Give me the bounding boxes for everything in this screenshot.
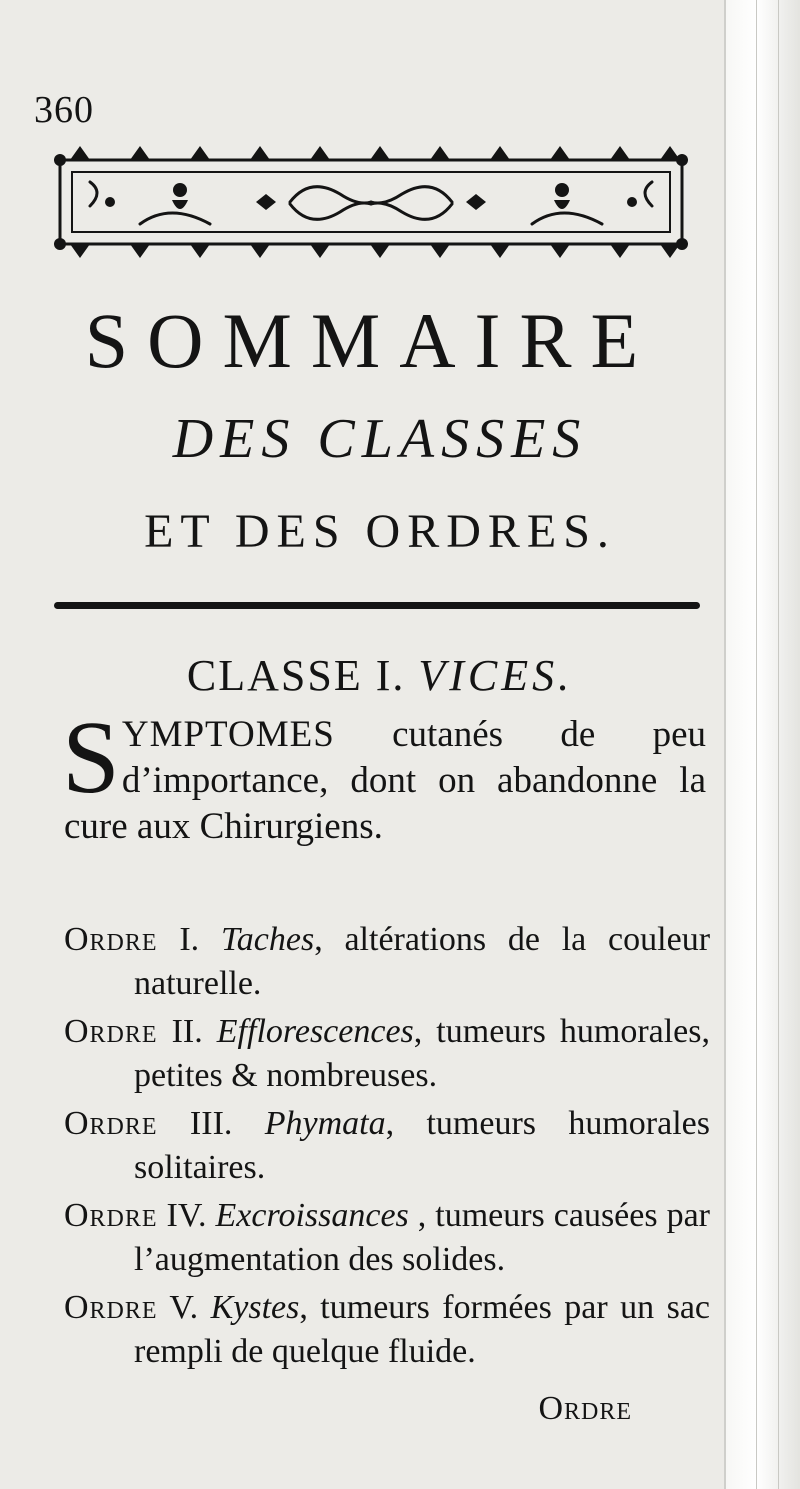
decorative-headpiece [50,138,692,266]
list-item [64,1194,710,1282]
order-name: Excroissances [215,1197,409,1234]
order-label: Ordre [64,1105,158,1142]
subtitle-line-2: ET DES ORDRES. [144,505,616,558]
order-name: Taches [220,921,315,958]
page-edge [724,0,800,1489]
order-description: , tumeurs humorales solitaires. [134,1105,710,1186]
intro-first-word: YMPTOMES [121,714,335,755]
class-heading-prefix: CLASSE I. [186,651,406,700]
order-number: I. [179,921,200,958]
drop-cap: S [62,700,120,815]
list-item [64,1286,710,1374]
order-label: Ordre [64,1289,158,1326]
order-name: Efflorescences [216,1013,414,1050]
order-number: IV. [166,1197,207,1234]
order-label: Ordre [64,1197,158,1234]
catchword: Ordre [538,1390,632,1427]
order-number: III. [189,1105,233,1142]
order-description: , tumeurs humorales, petites & nombreuses. [134,1013,711,1094]
page-title: SOMMAIRE [84,297,658,384]
list-item [64,1010,710,1098]
page-number: 360 [34,89,94,131]
horizontal-rule [54,602,700,609]
order-description: , tumeurs formées par un sac rempli de quelque fluide. [134,1289,711,1370]
order-description: , tumeurs causées par l’augmentation des solides. [134,1197,710,1278]
list-item [64,918,710,1006]
class-heading-name: VICES. [418,651,574,700]
intro-text: cutanés de peu d’importance, dont on abandonne la cure aux Chirurgiens. [64,714,706,847]
order-label: Ordre [64,921,158,958]
order-description: , altérations de la couleur naturelle. [134,921,711,1002]
subtitle-line-1: DES CLASSES [172,408,588,470]
order-label: Ordre [64,1013,158,1050]
order-name: Kystes [210,1289,300,1326]
order-number: II. [171,1013,203,1050]
order-number: V. [169,1289,199,1326]
class-heading [60,648,700,704]
intro-paragraph [62,700,706,850]
list-item [64,1102,710,1190]
order-name: Phymata [264,1105,386,1142]
orders-list [64,918,710,1378]
